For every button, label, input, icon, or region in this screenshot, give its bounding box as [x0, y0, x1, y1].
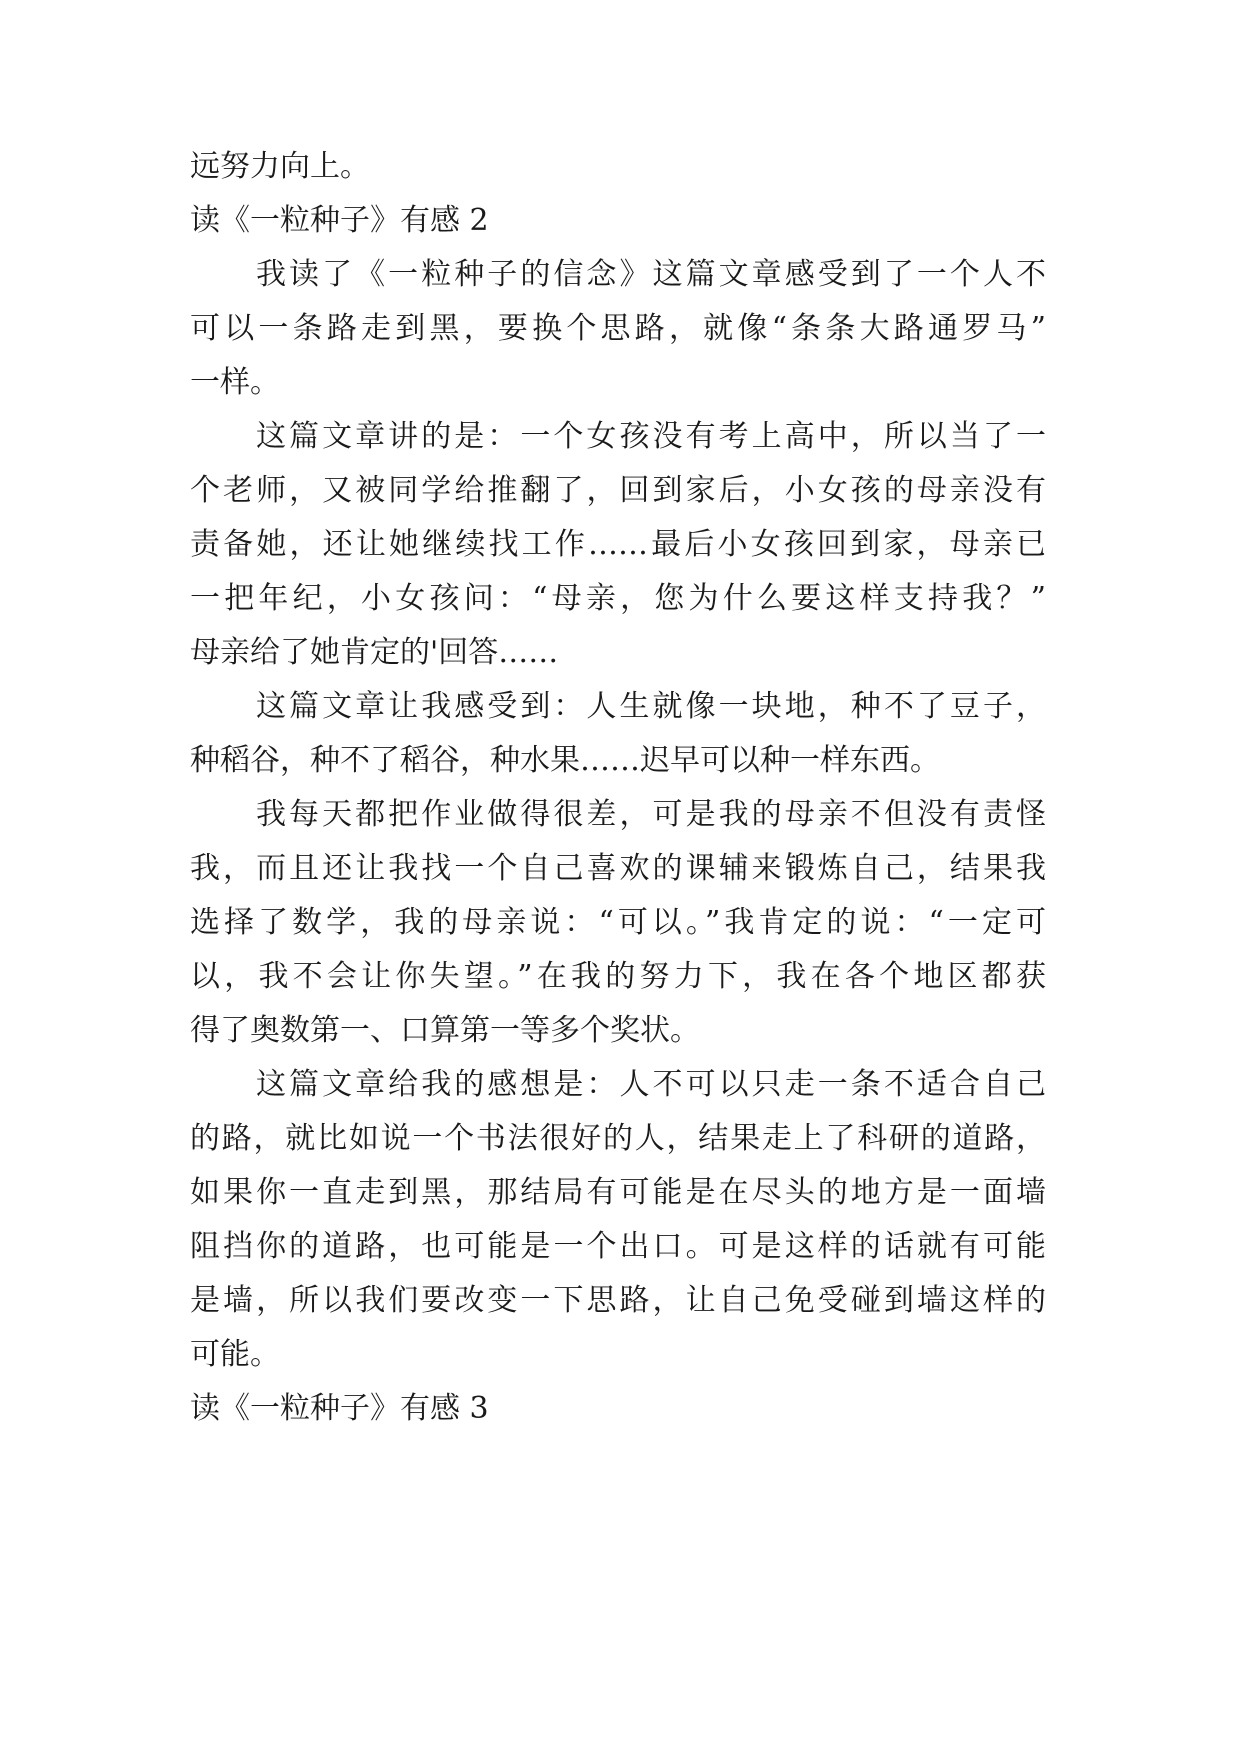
text-line: 可能。 [190, 1337, 280, 1372]
text-line: 这篇文章让我感受到：人生就像一块地，种不了豆子， [256, 689, 1046, 724]
text-line: 一样。 [190, 365, 280, 400]
text-line: 个老师，又被同学给推翻了，回到家后，小女孩的母亲没有 [190, 473, 1046, 508]
text-line: 一把年纪，小女孩问：“母亲，您为什么要这样支持我？” [190, 581, 1046, 616]
text-line: 的路，就比如说一个书法很好的人，结果走上了科研的道路， [190, 1121, 1046, 1156]
text-line: 我，而且还让我找一个自己喜欢的课辅来锻炼自己，结果我 [190, 851, 1046, 886]
text-line: 得了奥数第一、口算第一等多个奖状。 [190, 1013, 700, 1048]
text-line: 这篇文章讲的是：一个女孩没有考上高中，所以当了一 [256, 419, 1046, 454]
text-line: 可以一条路走到黑，要换个思路，就像“条条大路通罗马” [190, 311, 1046, 346]
text-line: 这篇文章给我的感想是：人不可以只走一条不适合自己 [256, 1067, 1046, 1102]
text-line: 以，我不会让你失望。”在我的努力下，我在各个地区都获 [190, 959, 1046, 994]
text-line: 如果你一直走到黑，那结局有可能是在尽头的地方是一面墙 [190, 1175, 1046, 1210]
text-line: 阻挡你的道路，也可能是一个出口。可是这样的话就有可能 [190, 1229, 1046, 1264]
text-line: 我每天都把作业做得很差，可是我的母亲不但没有责怪 [256, 797, 1046, 832]
text-line: 种稻谷，种不了稻谷，种水果……迟早可以种一样东西。 [190, 743, 940, 778]
text-line: 母亲给了她肯定的'回答…… [190, 635, 559, 670]
section-heading: 读《一粒种子》有感 3 [190, 1391, 489, 1426]
text-line: 责备她，还让她继续找工作……最后小女孩回到家，母亲已 [190, 527, 1046, 562]
text-line: 远努力向上。 [190, 149, 370, 184]
text-line: 选择了数学，我的母亲说：“可以。”我肯定的说：“一定可 [190, 905, 1046, 940]
text-line: 我读了《一粒种子的信念》这篇文章感受到了一个人不 [256, 257, 1046, 292]
text-line: 是墙，所以我们要改变一下思路，让自己免受碰到墙这样的 [190, 1283, 1046, 1318]
section-heading: 读《一粒种子》有感 2 [190, 203, 489, 238]
